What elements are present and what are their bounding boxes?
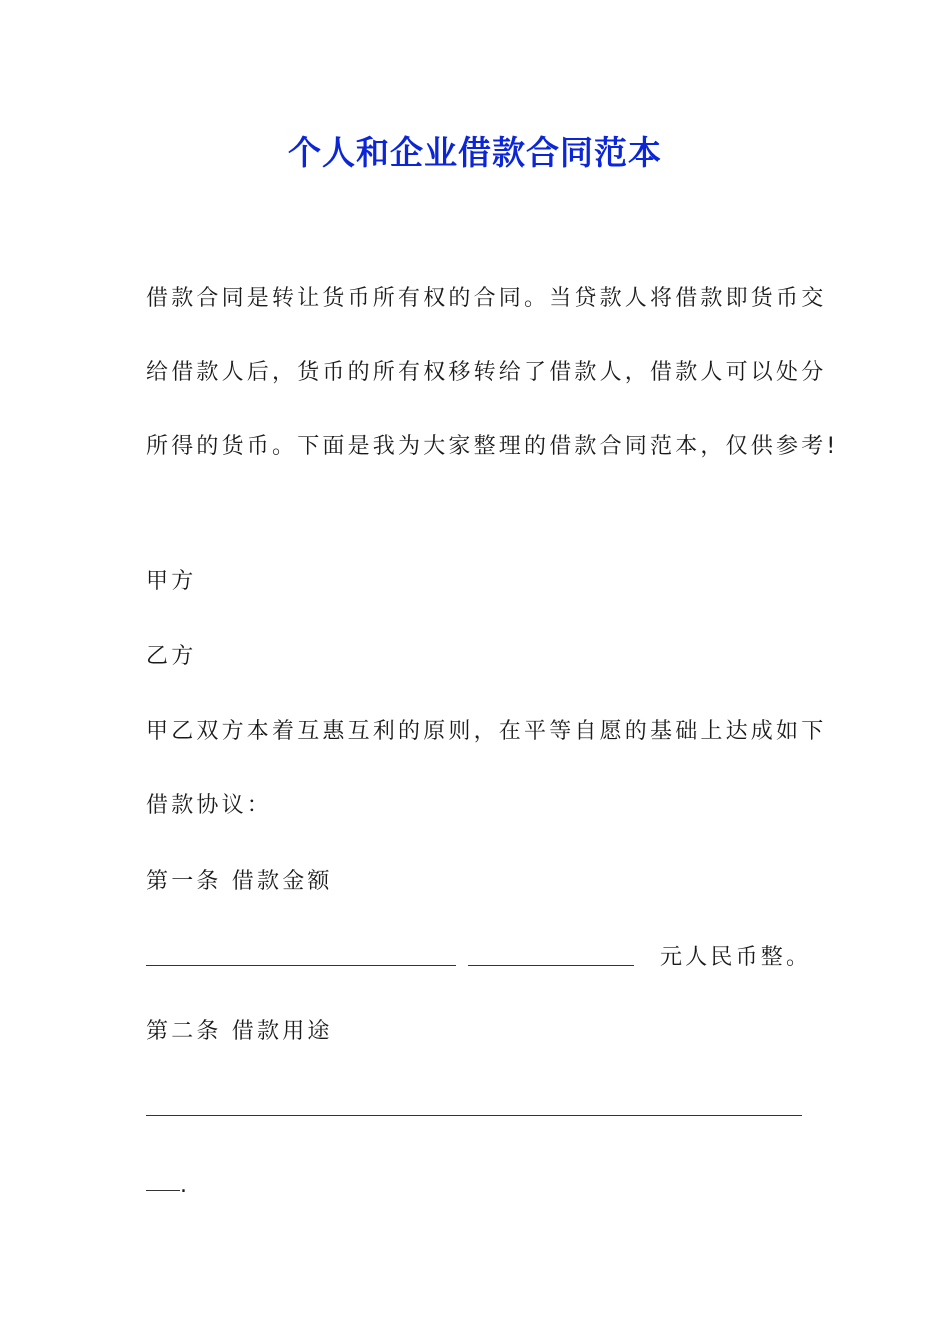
loan-purpose-blank	[146, 1115, 802, 1116]
party-b-label: 乙方	[146, 644, 197, 669]
article-1-heading: 第一条 借款金额	[146, 869, 333, 894]
intro-line: 给借款人后，货币的所有权移转给了借款人，借款人可以处分	[146, 360, 827, 385]
intro-line: 借款合同是转让货币所有权的合同。当贷款人将借款即货币交	[146, 286, 827, 311]
agreement-text-line: 借款协议：	[146, 793, 273, 818]
intro-paragraph	[146, 262, 839, 484]
loan-amount-blank-2	[468, 965, 634, 966]
loan-purpose-period: .	[180, 1173, 191, 1198]
loan-purpose-blank-end	[146, 1190, 180, 1191]
article-2-heading: 第二条 借款用途	[146, 1019, 333, 1044]
loan-amount-blank-1	[146, 965, 456, 966]
intro-line: 所得的货币。下面是我为大家整理的借款合同范本，仅供参考!	[146, 434, 839, 459]
document-title: 个人和企业借款合同范本	[288, 133, 662, 172]
party-a-label: 甲方	[146, 569, 197, 594]
agreement-text-line: 甲乙双方本着互惠互利的原则，在平等自愿的基础上达成如下	[146, 719, 827, 744]
loan-amount-unit: 元人民币整。	[660, 945, 812, 970]
